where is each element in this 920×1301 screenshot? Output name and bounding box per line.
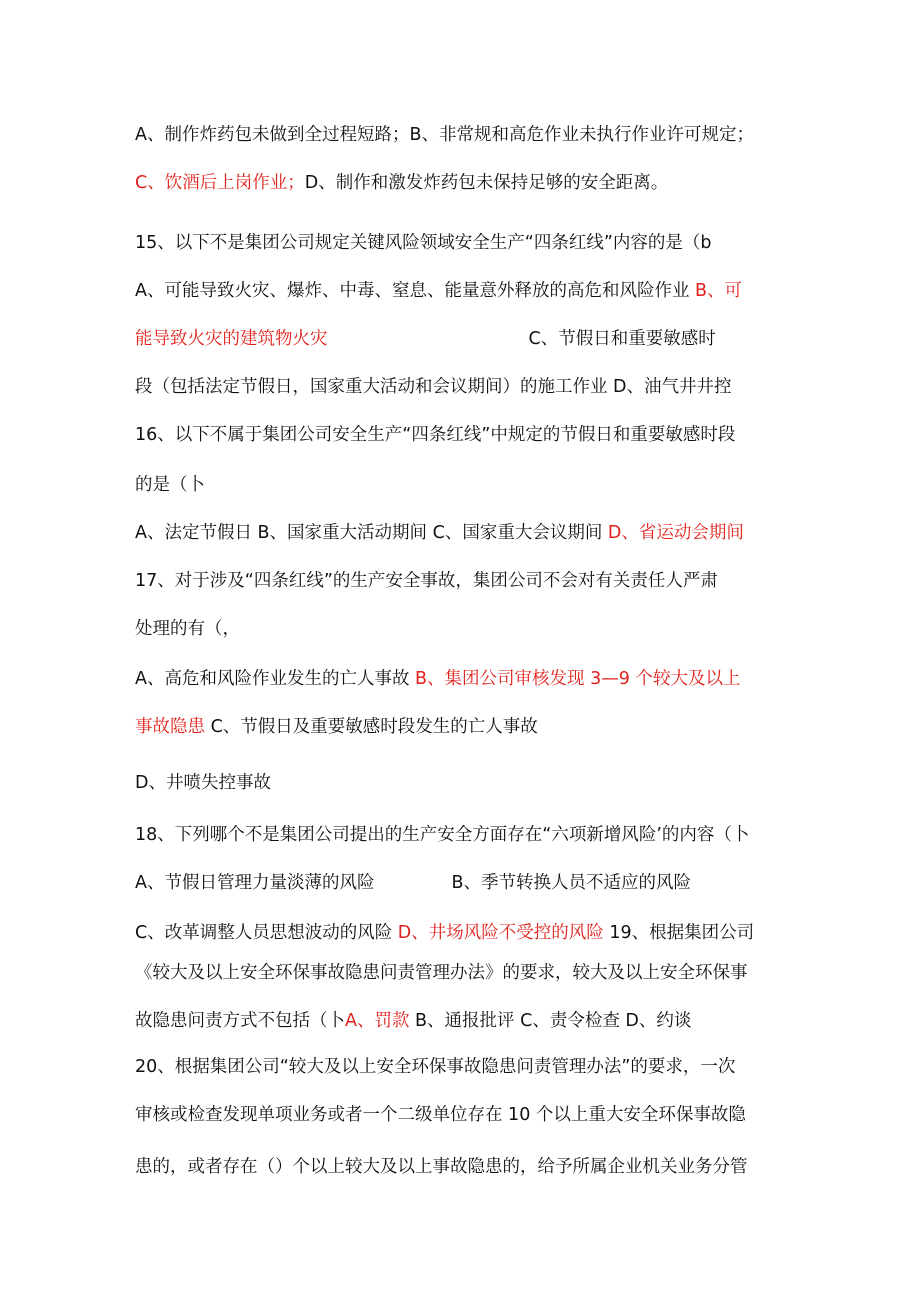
question-line [135,820,800,850]
text-segment: C、改革调整人员思想波动的风险 [135,923,398,943]
text-segment: 17、对于涉及“四条红线”的生产安全事故，集团公司不会对有关责任人严肃 [135,571,718,591]
answer-segment: 能导致火灾的建筑物火灾 [135,329,328,349]
text-segment: 16、以下不属于集团公司安全生产“四条红线”中规定的节假日和重要敏感时段 [135,425,736,445]
text-segment: A、高危和风险作业发生的亡人事故 [135,669,416,689]
text-line [135,1152,800,1182]
text-segment: B、季节转换人员不适应的风险 [451,873,691,893]
question-line [135,420,800,450]
text-segment: 15、以下不是集团公司规定关键风险领域安全生产“四条红线”内容的是（b [135,233,712,253]
text-line [135,120,800,150]
text-line [135,518,800,548]
text-line [135,324,800,354]
text-line [135,168,800,198]
text-segment: 的是（卜 [135,475,205,495]
text-segment: A、可能导致火灾、爆炸、中毒、窒息、能量意外释放的高危和风险作业 [135,281,696,301]
text-segment: A、法定节假日 B、国家重大活动期间 C、国家重大会议期间 [135,523,608,543]
question-line [135,566,800,596]
text-segment: D、井喷失控事故 [135,773,271,793]
text-segment: C、节假日及重要敏感时段发生的亡人事故 [210,717,538,737]
text-line [135,276,800,306]
answer-segment: C、饮酒后上岗作业； [135,173,305,193]
question-line [135,1052,800,1082]
text-line [135,868,800,898]
text-line [135,958,800,988]
text-line [135,1100,800,1130]
answer-segment: A、罚款 [345,1011,416,1031]
text-segment: 段（包括法定节假日，国家重大活动和会议期间）的施工作业 D、油气井井控 [135,377,732,397]
answer-segment: B、可 [695,281,743,301]
answer-segment: B、集团公司审核发现 3—9 个较大及以上 [415,669,741,689]
answer-segment: D、井场风险不受控的风险 [397,923,610,943]
text-line [135,712,800,742]
text-segment: 20、根据集团公司“较大及以上安全环保事故隐患问责管理办法”的要求，一次 [135,1057,736,1077]
text-line [135,664,800,694]
text-line [135,918,800,948]
answer-segment: D、省运动会期间 [607,523,744,543]
text-segment: 审核或检查发现单项业务或者一个二级单位存在 10 个以上重大安全环保事故隐 [135,1105,746,1125]
text-segment: A、制作炸药包未做到全过程短路；B、非常规和高危作业未执行作业许可规定； [135,125,754,145]
text-segment: B、通报批评 C、责令检查 D、约谈 [415,1011,692,1031]
text-line [135,372,800,402]
text-segment: 《较大及以上安全环保事故隐患问责管理办法》的要求，较大及以上安全环保事 [135,963,748,983]
text-line [135,614,800,644]
text-segment: 患的，或者存在（）个以上较大及以上事故隐患的，给予所属企业机关业务分管 [135,1157,748,1177]
text-line [135,768,800,798]
text-line [135,1006,800,1036]
text-line [135,470,800,500]
question-line [135,228,800,258]
text-segment: 处理的有（， [135,619,240,639]
text-segment: A、节假日管理力量淡薄的风险 [135,873,375,893]
answer-segment: 事故隐患 [135,717,211,737]
text-segment: 故隐患问责方式不包括（卜 [135,1011,345,1031]
text-segment: C、节假日和重要敏感时 [528,329,716,349]
text-segment: D、制作和激发炸药包未保持足够的安全距离。 [304,173,669,193]
text-segment: 19、根据集团公司 [609,923,755,943]
text-segment: 18、下列哪个不是集团公司提出的生产安全方面存在“六项新增风险’的内容（卜 [135,825,750,845]
